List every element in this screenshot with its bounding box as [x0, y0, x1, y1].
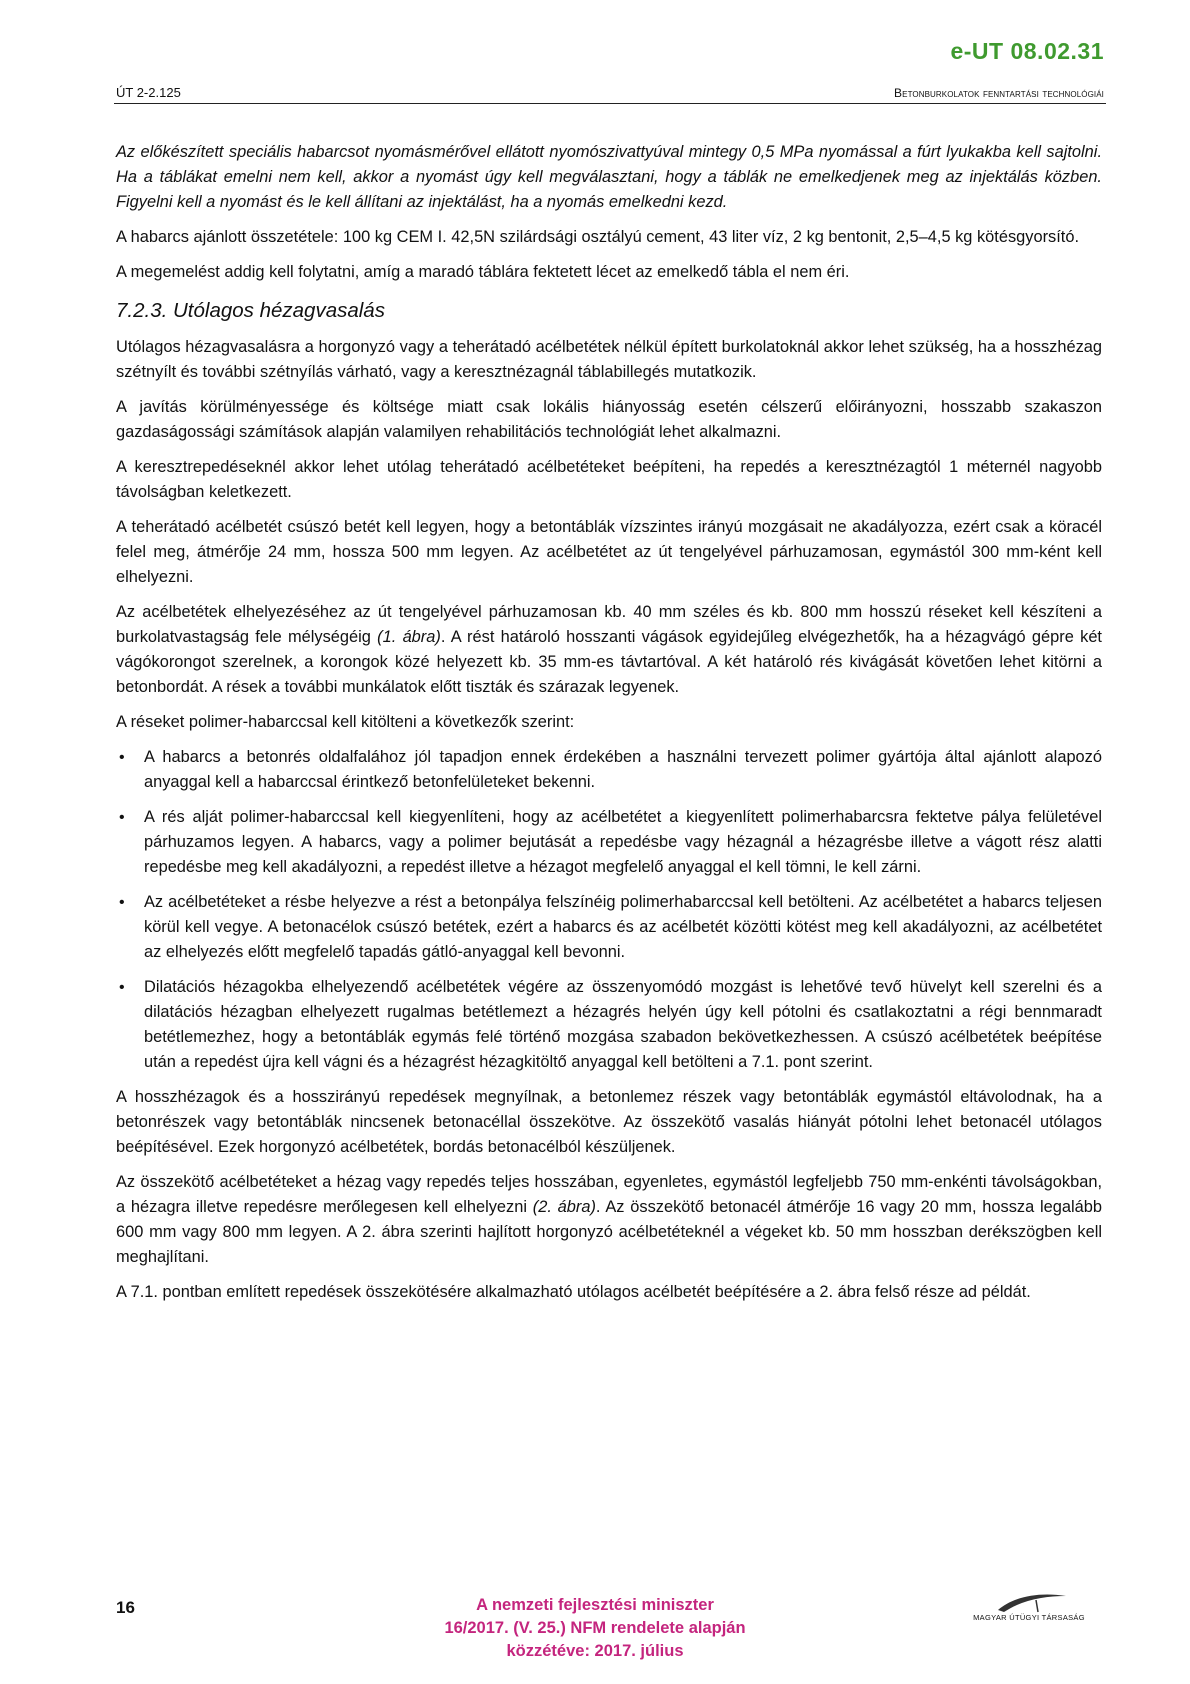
paragraph: A habarcs ajánlott összetétele: 100 kg CEM I. 42,5N szilárdsági osztályú cement, 43 liter víz, 2 kg bentonit, 2,5–4,5 kg kötésgyorsító. [116, 228, 1080, 246]
road-swoosh-icon [992, 1590, 1072, 1614]
paragraph: A keresztrepedéseknél akkor lehet utólag teherátadó acélbetéteket beépíteni, ha repedés a keresztnézagtól 1 méternél nagyobb távolságban keletkezett. [116, 458, 1102, 501]
paragraph: A javítás körülményessége és költsége miatt csak lokális hiányosság esetén célszerű előirányozni, hosszabb szakaszon gazdaságossági számítások alapján valamilyen rehabilitációs technológiát lehet alkalmazni. [116, 398, 1102, 441]
paragraph: A megemelést addig kell folytatni, amíg a maradó táblára fektetett lécet az emelkedő tábla el nem éri. [116, 263, 850, 281]
header-divider [114, 103, 1106, 104]
paragraph: A teherátadó acélbetét csúszó betét kell legyen, hogy a betontáblák vízszintes irányú mozgásait ne akadályozza, ezért csak a köracél felel meg, átmérője 24 mm, hossza 500 mm legyen. Az acélbetétet az út tengelyével párhuzamosan, egymástól 300 mm-ként kell elhelyezni. [116, 518, 1102, 586]
list-item: • Az acélbetéteket a résbe helyezve a rést a betonpálya felszínéig polimerhabarccsal kell betölteni. Az acélbetétet a habarcs teljesen körül kell vegye. A betonacélok csúszó betétek, ezért a habarcs és az acélbetét közötti kötést meg kell akadályozni, az acélbetétet az elhelyezés előtt megfelelő tapadás gátló-anyaggal kell bevonni. [116, 890, 1102, 965]
bullet-list [116, 745, 1102, 1075]
paragraph [116, 1170, 1102, 1270]
paragraph: A 7.1. pontban említett repedések összekötésére alkalmazható utólagos acélbetét beépítésére a 2. ábra felső része ad példát. [116, 1283, 1031, 1301]
page-number: 16 [116, 1598, 135, 1617]
paragraph: Az előkészített speciális habarcsot nyomásmérővel ellátott nyomószivattyúval mintegy 0,5 MPa nyomással a fúrt lyukakba kell sajtolni. Ha a táblákat emelni nem kell, akkor a nyomást úgy kell megválasztani, hogy a táblák ne emelkedjenek meg az injektálás közben. Figyelni kell a nyomást és le kell állítani az injektálást, ha a nyomás emelkedni kezd. [116, 143, 1102, 211]
society-logo [954, 1590, 1104, 1630]
paragraph-text: . A rést határoló hosszanti vágások egyidejűleg elvégezhetők, ha a hézagvágó gépre két vágókorongot szerelnek, a korongok közé helyezett kb. 35 mm-es távtartóval. A két határoló rés kivágását követően lehet kitörni a betonbordát. A rések a további munkálatok előtt tiszták és szárazak legyenek. [116, 628, 1102, 696]
list-item: • A habarcs a betonrés oldalfalához jól tapadjon ennek érdekében a használni tervezett polimer gyártója által ajánlott alapozó anyaggal kell a habarccsal érintkező betonfelületeket bekenni. [116, 745, 1102, 795]
paragraph: A hosszhézagok és a hosszirányú repedések megnyílnak, a betonlemez részek vagy betontáblák egymástól eltávolodnak, ha a betonrészek vagy betontáblák nincsenek betonacéllal összekötve. Az összekötő vasalás hiányát pótolni lehet betonacél utólagos beépítésével. Ezek horgonyzó acélbetétek, bordás betonacélból készüljenek. [116, 1088, 1102, 1156]
paragraph-text: . Az összekötő betonacél átmérője 16 vagy 20 mm, hossza legalább 600 mm vagy 800 mm legyen. A 2. ábra szerinti hajlított horgonyzó acélbetéteknél a végeket kb. 50 mm hosszban derékszögben kell meghajlítani. [116, 1198, 1102, 1266]
document-title: Betonburkolatok fenntartási technológiái [894, 86, 1104, 100]
paragraph: Utólagos hézagvasalásra a horgonyzó vagy a teherátadó acélbetétek nélkül épített burkolatoknál akkor lehet szükség, ha a hosszhézag szétnyílt és további szétnyílás várható, vagy a keresztnézagnál táblabillegés mutatkozik. [116, 338, 1102, 381]
paragraph: A réseket polimer-habarccsal kell kitölteni a következők szerint: [116, 713, 575, 731]
standard-code: ÚT 2-2.125 [116, 85, 181, 100]
publication-note [380, 1594, 810, 1663]
list-item: • A rés alját polimer-habarccsal kell kiegyenlíteni, hogy az acélbetétet a kiegyenlített polimerhabarcsra fektetve pálya felületével párhuzamos legyen. A habarcs, vagy a polimer bejutását a repedésbe vagy hézagnál a hézagrésbe illetve a vágott rész alatti repedésbe meg kell akadályozni, a repedést illetve a hézagot megfelelő anyaggal el kell tömni, le kell zárni. [116, 805, 1102, 880]
figure-reference: (2. ábra) [532, 1198, 596, 1216]
publication-line: A nemzeti fejlesztési miniszter [476, 1596, 714, 1614]
page-content [116, 140, 1102, 1315]
publication-line: 16/2017. (V. 25.) NFM rendelete alapján [444, 1619, 746, 1637]
document-brand-code: e-UT 08.02.31 [950, 38, 1104, 64]
paragraph-text: Az összekötő acélbetéteket a hézag vagy repedés teljes hosszában, egyenletes, egymástól legfeljebb 750 mm-enkénti távolságokban, a hézagra illetve repedésre merőlegesen kell elhelyezni [116, 1173, 1102, 1216]
section-heading: 7.2.3. Utólagos hézagvasalás [116, 299, 385, 322]
publication-line: közzétéve: 2017. július [506, 1642, 684, 1660]
figure-reference: (1. ábra) [377, 628, 441, 646]
paragraph [116, 600, 1102, 700]
paragraph-text: Az acélbetétek elhelyezéséhez az út tengelyével párhuzamosan kb. 40 mm széles és kb. 800 mm hosszú réseket kell készíteni a burkolatvastagság fele mélységéig [116, 603, 1102, 646]
list-item: • Dilatációs hézagokba elhelyezendő acélbetétek végére az összenyomódó mozgást is lehetővé tevő hüvelyt kell szerelni és a dilatációs hézagban elhelyezett rugalmas betétlemezt a hézagrés helyén úgy kell pótolni és csatlakoztatni a régi bennmaradt betétlemezhez, hogy a betontáblák egymás felé történő mozgása szabadon bekövetkezhessen. A csúszó acélbetétek beépítése után a repedést újra kell vágni és a hézagrést hézagkitöltő anyaggal kell betölteni a 7.1. pont szerint. [116, 975, 1102, 1075]
logo-text: MAGYAR ÚTÜGYI TÁRSASÁG [973, 1613, 1085, 1622]
